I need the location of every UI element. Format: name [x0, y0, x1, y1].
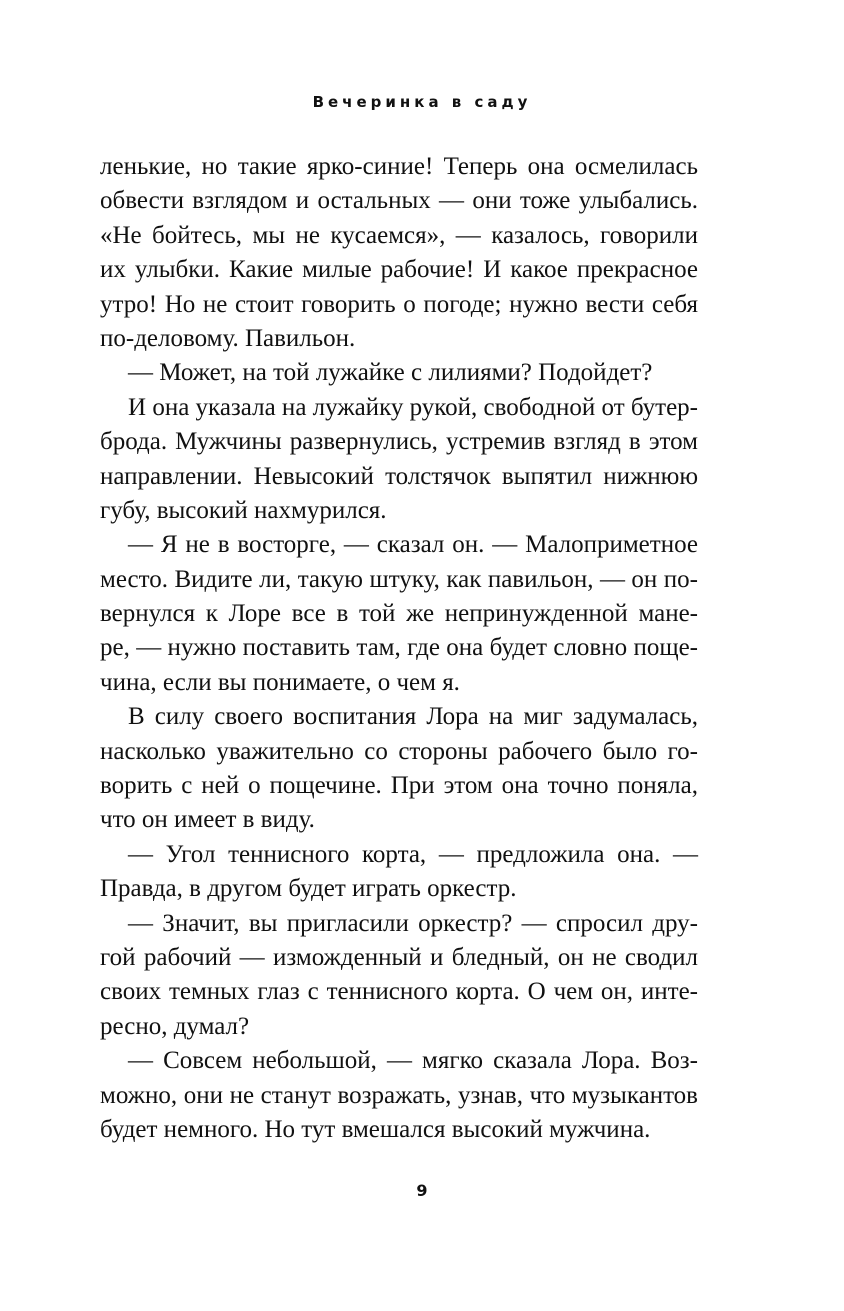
text-line: что он имеет в виду.	[100, 806, 315, 834]
text-line: В силу своего воспитания Лора на миг задумалась,	[128, 703, 698, 731]
running-title: Вечеринка в саду	[312, 93, 532, 111]
text-line: гой рабочий — изможденный и бледный, он не сводил	[100, 943, 698, 971]
text-line: направлении. Невысокий толстячок выпятил нижнюю	[100, 462, 698, 490]
text-line: — Совсем небольшой, — мягко сказала Лора. Воз-	[128, 1047, 698, 1075]
text-line: ре, — нужно поставить там, где она будет словно поще-	[100, 634, 698, 662]
text-line: утро! Но не стоит говорить о погоде; нужно вести себя	[100, 290, 698, 318]
text-line: можно, они не станут возражать, узнав, что музыкантов	[100, 1081, 698, 1109]
text-line: их улыбки. Какие милые рабочие! И какое прекрасное	[100, 256, 698, 284]
text-line: своих темных глаз с теннисного корта. О чем он, инте-	[100, 978, 698, 1006]
text-line: вернулся к Лоре все в той же непринужденной мане-	[100, 600, 698, 628]
text-line: «Не бойтесь, мы не кусаемся», — казалось, говорили	[100, 221, 698, 249]
text-line: — Я не в восторге, — сказал он. — Малоприметное	[128, 531, 698, 559]
text-line: ленькие, но такие ярко-синие! Теперь она осмелилась	[100, 153, 698, 180]
text-line: И она указала на лужайку рукой, свободной от бутер-	[128, 393, 698, 421]
text-line: Правда, в другом будет играть оркестр.	[100, 875, 517, 903]
page-number: 9	[416, 1181, 428, 1200]
text-line: по-деловому. Павильон.	[100, 324, 356, 352]
page-text	[100, 150, 698, 1147]
text-line: губу, высокий нахмурился.	[100, 496, 387, 524]
text-line: место. Видите ли, такую штуку, как павильон, — он по-	[100, 565, 698, 593]
text-line: — Значит, вы пригласили оркестр? — спросил дру-	[128, 909, 698, 937]
text-line: ворить с ней о пощечине. При этом она точно поняла,	[100, 772, 698, 800]
text-line: — Может, на той лужайке с лилиями? Подойдет?	[128, 359, 653, 387]
text-line: брода. Мужчины развернулись, устремив взгляд в этом	[100, 428, 698, 456]
text-line: насколько уважительно со стороны рабочего было го-	[100, 737, 698, 765]
text-line: будет немного. Но тут вмешался высокий мужчина.	[100, 1115, 651, 1143]
text-line: ресно, думал?	[100, 1012, 250, 1040]
text-line: чина, если вы понимаете, о чем я.	[100, 668, 460, 696]
text-line: обвести взглядом и остальных — они тоже улыбались.	[100, 187, 698, 215]
text-line: — Угол теннисного корта, — предложила она. —	[128, 840, 698, 868]
